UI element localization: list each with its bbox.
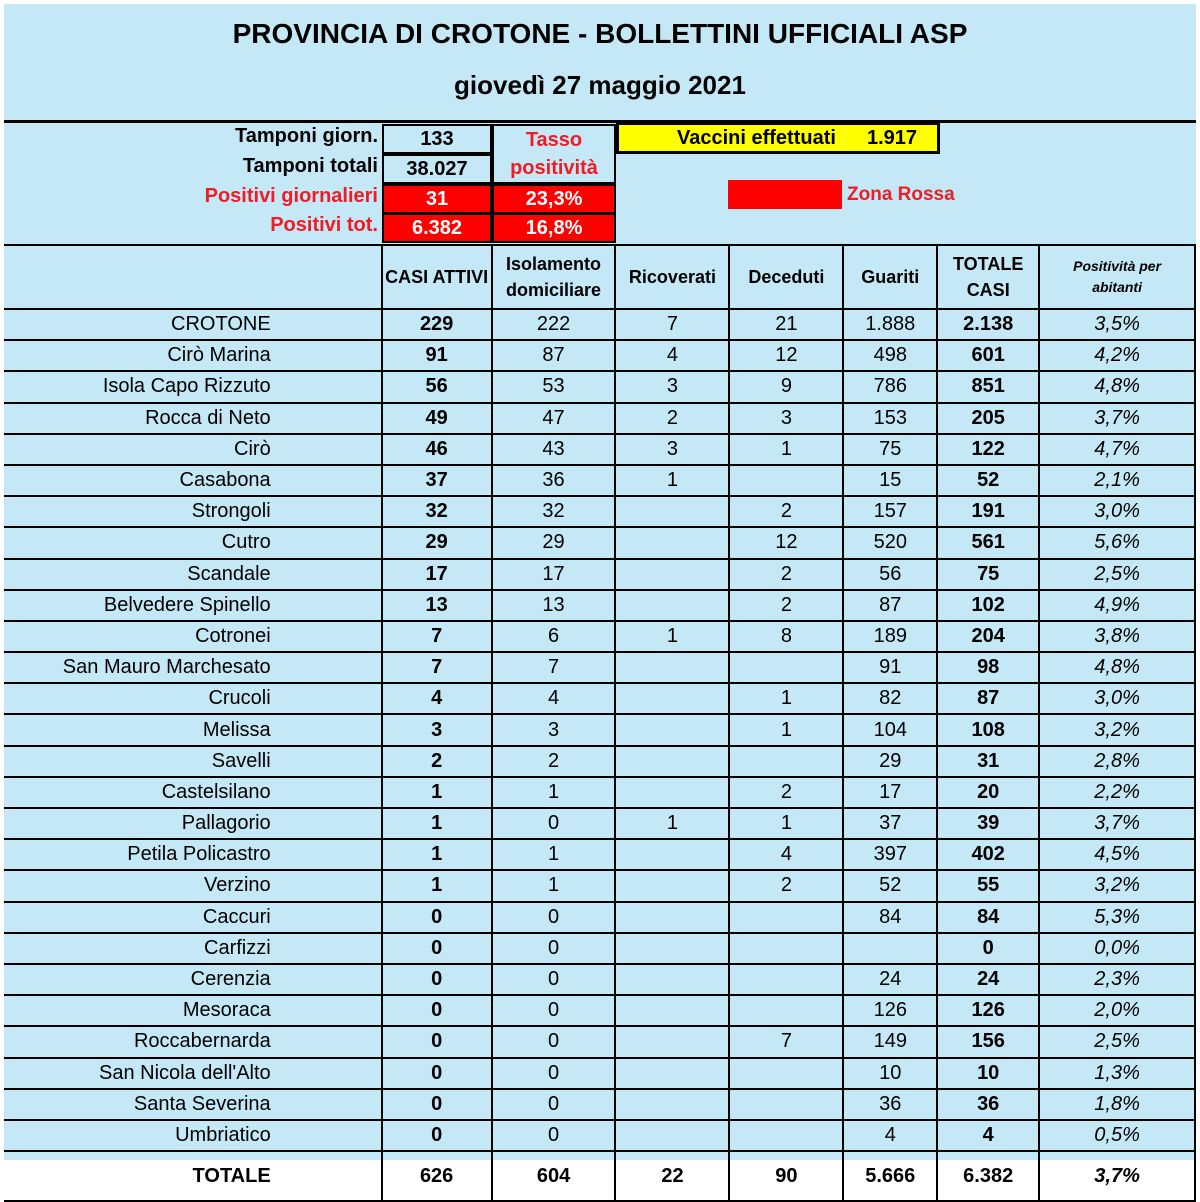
row-guariti: 149	[843, 1026, 937, 1057]
row-guariti: 157	[843, 496, 937, 527]
bulletin-sheet	[4, 4, 1196, 1187]
row-comune: Cirò Marina	[4, 340, 382, 371]
table-row	[4, 839, 1195, 870]
row-positivita: 2,2%	[1039, 777, 1195, 808]
row-ricoverati	[615, 1026, 729, 1057]
row-positivita: 4,8%	[1039, 371, 1195, 402]
row-totale: 55	[937, 870, 1039, 901]
row-ricoverati	[615, 1120, 729, 1151]
row-totale: 122	[937, 434, 1039, 465]
positivi-tot-value: 6.382	[382, 213, 492, 243]
row-positivita: 1,8%	[1039, 1089, 1195, 1120]
row-deceduti: 21	[729, 309, 843, 340]
row-totale: 10	[937, 1058, 1039, 1089]
header-totale-line1: TOTALE	[953, 253, 1024, 274]
header-comune-cell	[4, 245, 382, 309]
table-row	[4, 403, 1195, 434]
row-positivita: 2,8%	[1039, 746, 1195, 777]
row-deceduti	[729, 652, 843, 683]
row-comune: CROTONE	[4, 309, 382, 340]
row-isolamento: 32	[492, 496, 616, 527]
row-deceduti: 1	[729, 683, 843, 714]
row-totale: 20	[937, 777, 1039, 808]
row-totale: 191	[937, 496, 1039, 527]
row-casi-attivi: 0	[382, 902, 492, 933]
row-guariti: 75	[843, 434, 937, 465]
page-title: PROVINCIA DI CROTONE - BOLLETTINI UFFICIALI ASP	[232, 18, 968, 49]
row-ricoverati	[615, 652, 729, 683]
row-comune: Petila Policastro	[4, 839, 382, 870]
totals-deceduti: 90	[729, 1151, 843, 1201]
row-isolamento: 7	[492, 652, 616, 683]
row-casi-attivi: 0	[382, 964, 492, 995]
row-casi-attivi: 0	[382, 1089, 492, 1120]
row-comune: Crucoli	[4, 683, 382, 714]
header-deceduti-text: Deceduti	[748, 266, 825, 287]
row-positivita: 4,2%	[1039, 340, 1195, 371]
row-comune: Melissa	[4, 714, 382, 745]
row-totale: 2.138	[937, 309, 1039, 340]
table-row	[4, 309, 1195, 340]
table-row	[4, 777, 1195, 808]
row-positivita: 3,0%	[1039, 683, 1195, 714]
totals-positivita: 3,7%	[1039, 1151, 1195, 1201]
table-row	[4, 527, 1195, 558]
table-row	[4, 1058, 1195, 1089]
row-deceduti	[729, 933, 843, 964]
tamponi-giorn-label: Tamponi giorn.	[235, 125, 378, 147]
row-totale: 102	[937, 590, 1039, 621]
row-totale: 204	[937, 621, 1039, 652]
row-casi-attivi: 46	[382, 434, 492, 465]
row-guariti: 24	[843, 964, 937, 995]
row-positivita: 1,3%	[1039, 1058, 1195, 1089]
row-guariti: 91	[843, 652, 937, 683]
title-block	[4, 4, 1196, 123]
table-row	[4, 652, 1195, 683]
row-positivita: 2,0%	[1039, 995, 1195, 1026]
row-comune: Verzino	[4, 870, 382, 901]
table-row	[4, 808, 1195, 839]
row-ricoverati: 1	[615, 808, 729, 839]
row-ricoverati	[615, 870, 729, 901]
row-casi-attivi: 49	[382, 403, 492, 434]
row-positivita: 2,5%	[1039, 559, 1195, 590]
row-ricoverati: 2	[615, 403, 729, 434]
tasso-positivita-header	[492, 124, 616, 184]
row-comune: Casabona	[4, 465, 382, 496]
row-casi-attivi: 32	[382, 496, 492, 527]
positivi-giornalieri-value: 31	[382, 184, 492, 214]
row-ricoverati	[615, 995, 729, 1026]
row-deceduti: 1	[729, 434, 843, 465]
row-casi-attivi: 0	[382, 1026, 492, 1057]
header-totale-line2: CASI	[966, 280, 1010, 300]
row-positivita: 4,9%	[1039, 590, 1195, 621]
totals-isolamento: 604	[492, 1151, 616, 1201]
row-ricoverati: 7	[615, 309, 729, 340]
row-positivita: 3,5%	[1039, 309, 1195, 340]
row-ricoverati	[615, 1058, 729, 1089]
row-isolamento: 0	[492, 1089, 616, 1120]
row-isolamento: 1	[492, 839, 616, 870]
row-comune: Scandale	[4, 559, 382, 590]
row-totale: 601	[937, 340, 1039, 371]
row-positivita: 4,7%	[1039, 434, 1195, 465]
row-deceduti	[729, 1120, 843, 1151]
row-casi-attivi: 1	[382, 839, 492, 870]
row-guariti: 153	[843, 403, 937, 434]
row-casi-attivi: 7	[382, 621, 492, 652]
row-casi-attivi: 0	[382, 1120, 492, 1151]
row-casi-attivi: 0	[382, 933, 492, 964]
row-deceduti	[729, 465, 843, 496]
row-positivita: 4,8%	[1039, 652, 1195, 683]
zona-color-swatch	[728, 180, 842, 209]
row-deceduti	[729, 746, 843, 777]
row-totale: 205	[937, 403, 1039, 434]
row-ricoverati	[615, 777, 729, 808]
row-deceduti: 8	[729, 621, 843, 652]
header-positivita	[1039, 245, 1195, 309]
header-ricoverati	[615, 245, 729, 309]
row-deceduti: 9	[729, 371, 843, 402]
tasso-giornaliero-value: 23,3%	[492, 184, 616, 214]
row-casi-attivi: 3	[382, 714, 492, 745]
table-row	[4, 714, 1195, 745]
row-totale: 87	[937, 683, 1039, 714]
zona-label: Zona Rossa	[847, 184, 955, 205]
row-ricoverati	[615, 1089, 729, 1120]
vaccini-label: Vaccini effettuati	[677, 127, 836, 149]
row-ricoverati	[615, 496, 729, 527]
row-casi-attivi: 91	[382, 340, 492, 371]
tasso-label-line1: Tasso	[525, 129, 583, 151]
row-comune: Pallagorio	[4, 808, 382, 839]
row-isolamento: 0	[492, 933, 616, 964]
row-ricoverati	[615, 902, 729, 933]
row-isolamento: 1	[492, 777, 616, 808]
row-comune: Carfizzi	[4, 933, 382, 964]
row-comune: Isola Capo Rizzuto	[4, 371, 382, 402]
row-isolamento: 47	[492, 403, 616, 434]
row-deceduti: 7	[729, 1026, 843, 1057]
row-totale: 402	[937, 839, 1039, 870]
row-deceduti: 4	[729, 839, 843, 870]
row-totale: 75	[937, 559, 1039, 590]
row-deceduti: 2	[729, 590, 843, 621]
row-guariti: 56	[843, 559, 937, 590]
row-isolamento: 0	[492, 808, 616, 839]
row-isolamento: 0	[492, 902, 616, 933]
row-comune: Belvedere Spinello	[4, 590, 382, 621]
row-guariti: 52	[843, 870, 937, 901]
row-positivita: 0,0%	[1039, 933, 1195, 964]
row-guariti: 1.888	[843, 309, 937, 340]
row-isolamento: 17	[492, 559, 616, 590]
row-totale: 98	[937, 652, 1039, 683]
tasso-totale-value: 16,8%	[492, 213, 616, 243]
row-totale: 52	[937, 465, 1039, 496]
row-casi-attivi: 13	[382, 590, 492, 621]
row-isolamento: 53	[492, 371, 616, 402]
header-positivita-line1: Positività per	[1073, 258, 1162, 274]
row-ricoverati: 1	[615, 465, 729, 496]
row-ricoverati: 4	[615, 340, 729, 371]
row-deceduti: 2	[729, 496, 843, 527]
row-guariti: 104	[843, 714, 937, 745]
row-casi-attivi: 17	[382, 559, 492, 590]
row-deceduti	[729, 902, 843, 933]
row-comune: Savelli	[4, 746, 382, 777]
row-casi-attivi: 4	[382, 683, 492, 714]
tamponi-totali-value: 38.027	[382, 154, 492, 184]
row-casi-attivi: 56	[382, 371, 492, 402]
header-casi-attivi	[382, 245, 492, 309]
row-deceduti: 12	[729, 527, 843, 558]
table-row	[4, 465, 1195, 496]
row-isolamento: 36	[492, 465, 616, 496]
row-positivita: 3,7%	[1039, 403, 1195, 434]
row-positivita: 0,5%	[1039, 1120, 1195, 1151]
row-comune: Strongoli	[4, 496, 382, 527]
totals-guariti: 5.666	[843, 1151, 937, 1201]
totals-attivi: 626	[382, 1151, 492, 1201]
header-isolamento-line1: Isolamento	[506, 253, 602, 274]
row-isolamento: 87	[492, 340, 616, 371]
row-guariti: 397	[843, 839, 937, 870]
row-guariti: 29	[843, 746, 937, 777]
table-row	[4, 933, 1195, 964]
row-isolamento: 43	[492, 434, 616, 465]
tamponi-giorn-value: 133	[382, 124, 492, 154]
row-ricoverati	[615, 933, 729, 964]
row-isolamento: 0	[492, 1026, 616, 1057]
row-comune: Umbriatico	[4, 1120, 382, 1151]
row-comune: Santa Severina	[4, 1089, 382, 1120]
row-guariti: 520	[843, 527, 937, 558]
row-guariti: 189	[843, 621, 937, 652]
row-deceduti: 2	[729, 559, 843, 590]
row-isolamento: 0	[492, 1120, 616, 1151]
row-ricoverati	[615, 590, 729, 621]
row-comune: Caccuri	[4, 902, 382, 933]
row-positivita: 5,3%	[1039, 902, 1195, 933]
row-isolamento: 6	[492, 621, 616, 652]
row-totale: 851	[937, 371, 1039, 402]
row-isolamento: 222	[492, 309, 616, 340]
row-guariti: 786	[843, 371, 937, 402]
row-guariti: 498	[843, 340, 937, 371]
header-positivita-line2: abitanti	[1092, 279, 1142, 295]
table-row	[4, 1026, 1195, 1057]
row-casi-attivi: 1	[382, 777, 492, 808]
positivi-giornalieri-label: Positivi giornalieri	[204, 185, 378, 207]
row-casi-attivi: 7	[382, 652, 492, 683]
totals-label: TOTALE	[4, 1151, 382, 1201]
row-deceduti	[729, 1058, 843, 1089]
row-deceduti: 1	[729, 714, 843, 745]
header-casi-attivi-text: CASI ATTIVI	[385, 266, 489, 287]
totals-totale: 6.382	[937, 1151, 1039, 1201]
row-comune: Castelsilano	[4, 777, 382, 808]
vaccini-value: 1.917	[867, 127, 918, 149]
row-totale: 39	[937, 808, 1039, 839]
row-positivita: 2,5%	[1039, 1026, 1195, 1057]
row-guariti: 10	[843, 1058, 937, 1089]
header-deceduti	[729, 245, 843, 309]
row-ricoverati	[615, 527, 729, 558]
row-ricoverati	[615, 839, 729, 870]
row-deceduti: 2	[729, 870, 843, 901]
row-casi-attivi: 37	[382, 465, 492, 496]
row-ricoverati	[615, 964, 729, 995]
header-isolamento	[492, 245, 616, 309]
row-isolamento: 2	[492, 746, 616, 777]
row-totale: 31	[937, 746, 1039, 777]
row-guariti: 15	[843, 465, 937, 496]
row-positivita: 4,5%	[1039, 839, 1195, 870]
row-positivita: 2,3%	[1039, 964, 1195, 995]
header-totale	[937, 245, 1039, 309]
row-comune: Cerenzia	[4, 964, 382, 995]
row-totale: 561	[937, 527, 1039, 558]
row-isolamento: 13	[492, 590, 616, 621]
row-totale: 84	[937, 902, 1039, 933]
row-guariti: 126	[843, 995, 937, 1026]
table-row	[4, 870, 1195, 901]
table-row	[4, 559, 1195, 590]
row-deceduti: 3	[729, 403, 843, 434]
totals-ricoverati: 22	[615, 1151, 729, 1201]
tamponi-totali-label: Tamponi totali	[242, 155, 378, 177]
row-casi-attivi: 29	[382, 527, 492, 558]
cases-table	[4, 244, 1196, 1202]
row-guariti: 84	[843, 902, 937, 933]
row-isolamento: 0	[492, 995, 616, 1026]
table-row	[4, 995, 1195, 1026]
row-positivita: 3,0%	[1039, 496, 1195, 527]
row-comune: Mesoraca	[4, 995, 382, 1026]
row-comune: San Nicola dell'Alto	[4, 1058, 382, 1089]
table-body	[4, 309, 1195, 1151]
row-casi-attivi: 1	[382, 808, 492, 839]
row-guariti	[843, 933, 937, 964]
row-ricoverati: 3	[615, 434, 729, 465]
row-comune: Cotronei	[4, 621, 382, 652]
row-guariti: 87	[843, 590, 937, 621]
row-isolamento: 0	[492, 1058, 616, 1089]
row-ricoverati	[615, 714, 729, 745]
table-row	[4, 590, 1195, 621]
table-row	[4, 1089, 1195, 1120]
row-deceduti: 1	[729, 808, 843, 839]
row-comune: Roccabernarda	[4, 1026, 382, 1057]
positivi-tot-label: Positivi tot.	[270, 214, 378, 236]
row-isolamento: 3	[492, 714, 616, 745]
header-guariti-text: Guariti	[861, 266, 920, 287]
row-deceduti	[729, 1089, 843, 1120]
row-deceduti: 12	[729, 340, 843, 371]
row-comune: Rocca di Neto	[4, 403, 382, 434]
row-casi-attivi: 0	[382, 995, 492, 1026]
row-ricoverati	[615, 683, 729, 714]
row-totale: 126	[937, 995, 1039, 1026]
row-positivita: 3,7%	[1039, 808, 1195, 839]
row-isolamento: 0	[492, 964, 616, 995]
row-isolamento: 1	[492, 870, 616, 901]
row-ricoverati: 1	[615, 621, 729, 652]
row-positivita: 2,1%	[1039, 465, 1195, 496]
row-totale: 108	[937, 714, 1039, 745]
row-deceduti	[729, 964, 843, 995]
row-positivita: 5,6%	[1039, 527, 1195, 558]
row-isolamento: 29	[492, 527, 616, 558]
header-isolamento-line2: domiciliare	[506, 280, 602, 300]
tasso-label-line2: positività	[510, 157, 598, 179]
row-positivita: 3,2%	[1039, 714, 1195, 745]
report-date: giovedì 27 maggio 2021	[454, 70, 746, 100]
header-ricoverati-text: Ricoverati	[628, 266, 716, 287]
row-guariti: 82	[843, 683, 937, 714]
vaccini-box	[616, 122, 940, 154]
totals-row	[4, 1151, 1195, 1201]
table-row	[4, 1120, 1195, 1151]
row-ricoverati: 3	[615, 371, 729, 402]
header-guariti	[843, 245, 937, 309]
row-totale: 36	[937, 1089, 1039, 1120]
row-totale: 0	[937, 933, 1039, 964]
row-totale: 156	[937, 1026, 1039, 1057]
row-guariti: 36	[843, 1089, 937, 1120]
row-deceduti	[729, 995, 843, 1026]
row-comune: Cirò	[4, 434, 382, 465]
table-header-row	[4, 245, 1195, 309]
table-row	[4, 434, 1195, 465]
row-comune: Cutro	[4, 527, 382, 558]
row-totale: 24	[937, 964, 1039, 995]
row-totale: 4	[937, 1120, 1039, 1151]
row-deceduti: 2	[729, 777, 843, 808]
row-ricoverati	[615, 559, 729, 590]
row-positivita: 3,2%	[1039, 870, 1195, 901]
table-row	[4, 621, 1195, 652]
row-guariti: 4	[843, 1120, 937, 1151]
row-casi-attivi: 229	[382, 309, 492, 340]
row-ricoverati	[615, 746, 729, 777]
row-isolamento: 4	[492, 683, 616, 714]
table-row	[4, 683, 1195, 714]
row-casi-attivi: 2	[382, 746, 492, 777]
row-positivita: 3,8%	[1039, 621, 1195, 652]
table-row	[4, 964, 1195, 995]
row-guariti: 17	[843, 777, 937, 808]
row-casi-attivi: 0	[382, 1058, 492, 1089]
table-row	[4, 496, 1195, 527]
table-row	[4, 902, 1195, 933]
table-row	[4, 371, 1195, 402]
table-row	[4, 340, 1195, 371]
row-guariti: 37	[843, 808, 937, 839]
table-row	[4, 746, 1195, 777]
row-comune: San Mauro Marchesato	[4, 652, 382, 683]
row-casi-attivi: 1	[382, 870, 492, 901]
